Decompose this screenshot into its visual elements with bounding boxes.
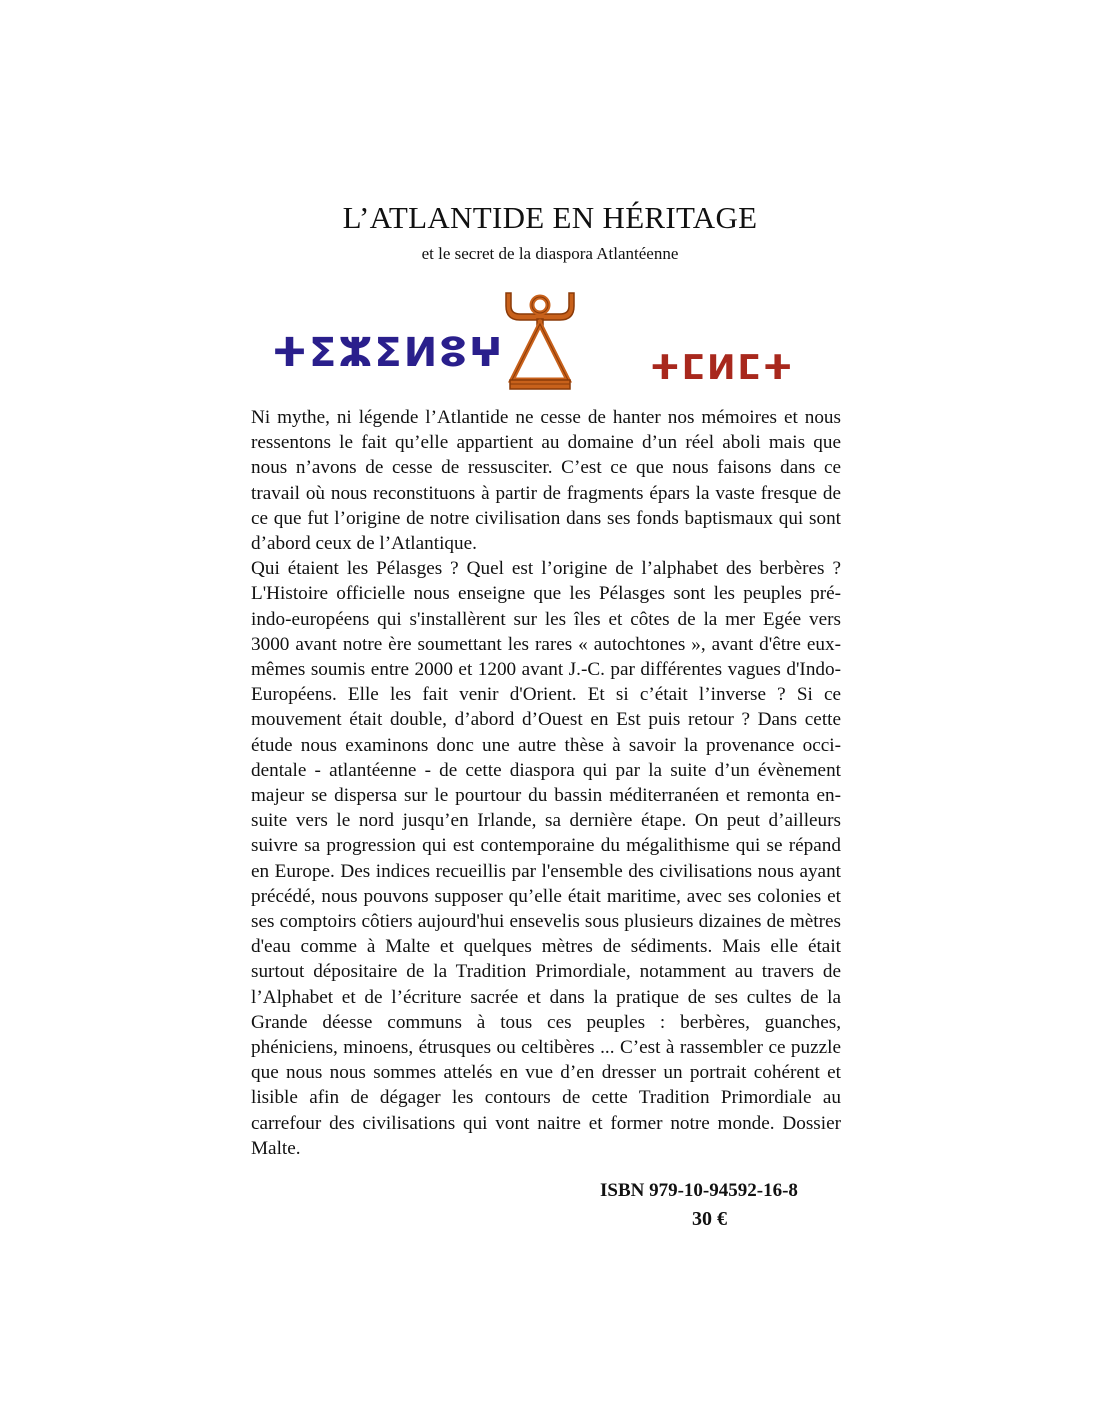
book-title: L’ATLANTIDE EN HÉRITAGE xyxy=(342,200,758,235)
goddess-tanit-symbol-icon xyxy=(500,290,580,394)
isbn-number: ISBN 979-10-94592-16-8 xyxy=(600,1180,798,1201)
book-subtitle: et le secret de la diaspora Atlantéenne xyxy=(421,244,679,263)
tifinagh-inscription-left: ⵜⵉⵣⵉⵍⵓⵖ xyxy=(272,330,505,376)
blurb-text xyxy=(251,405,841,1161)
price: 30 € xyxy=(692,1208,727,1230)
blurb-paragraph: Qui étaient les Pélasges ? Quel est l’origine de l’alphabet des berbères ? L'Histoire officielle nous enseigne que les Pélasges sont les peuples pré-indo-européens qui s'installèrent sur les îles et côtes de la mer Egée vers 3000 avant notre ère soumettant les rares « autochtones », avant d'être eux-mêmes soumis entre 2000 et 1200 avant J.-C. par différentes vagues d'Indo-Européens. Elle les fait venir d'Orient. Et si c’était l’inverse ? Si ce mouvement était double, d’abord d’Ouest en Est puis retour ? Dans cette étude nous examinons donc une autre thèse à savoir la provenance occidentale - atlantéenne - de cette diaspora qui par la suite d’un évènement majeur se dispersa sur le pourtour du bassin méditerranéen et remonta ensuite vers le nord jusqu’en Irlande, sa dernière étape. On peut d’ailleurs suivre sa progression qui est contemporaine du mégalithisme qui se répand en Europe. Des indices recueillis par l'ensemble des civilisations nous ayant précédé, nous pouvons supposer qu’elle était maritime, avec ses colonies et ses comptoirs côtiers aujourd'hui ensevelis sous plusieurs dizaines de mètres d'eau comme à Malte et quelques mètres de sédiments. Mais elle était surtout dépositaire de la Tradition Primordiale, notamment au travers de l’Alphabet et de l’écriture sacrée et dans la pratique de ses cultes de la Grande déesse communs à tous ces peuples : berbères, guanches, phéniciens, minoens, étrusques ou celtibères ... C’est à rassembler ce puzzle que nous nous sommes attelés en vue d’en dresser un portrait cohérent et lisible afin de dégager les contours de cette Tradition Primordiale au carrefour des civilisations qui vont naitre et former notre monde. Dossier Malte. xyxy=(251,558,841,1159)
blurb-paragraph: Ni mythe, ni légende l’Atlantide ne cesse de hanter nos mémoires et nous ressentons le fait qu’elle appartient au domaine d’un réel aboli mais que nous n’avons de cesse de ressusciter. C’est ce que nous faisons dans ce travail où nous reconstituons à partir de fragments épars la vaste fresque de ce que fut l’origine de notre civilisation dans ses fonds baptismaux qui sont d’abord ceux de l’Atlantique. xyxy=(251,407,841,555)
tifinagh-inscription-right: ⵜⵎⵍⵎⵜ xyxy=(650,348,795,388)
